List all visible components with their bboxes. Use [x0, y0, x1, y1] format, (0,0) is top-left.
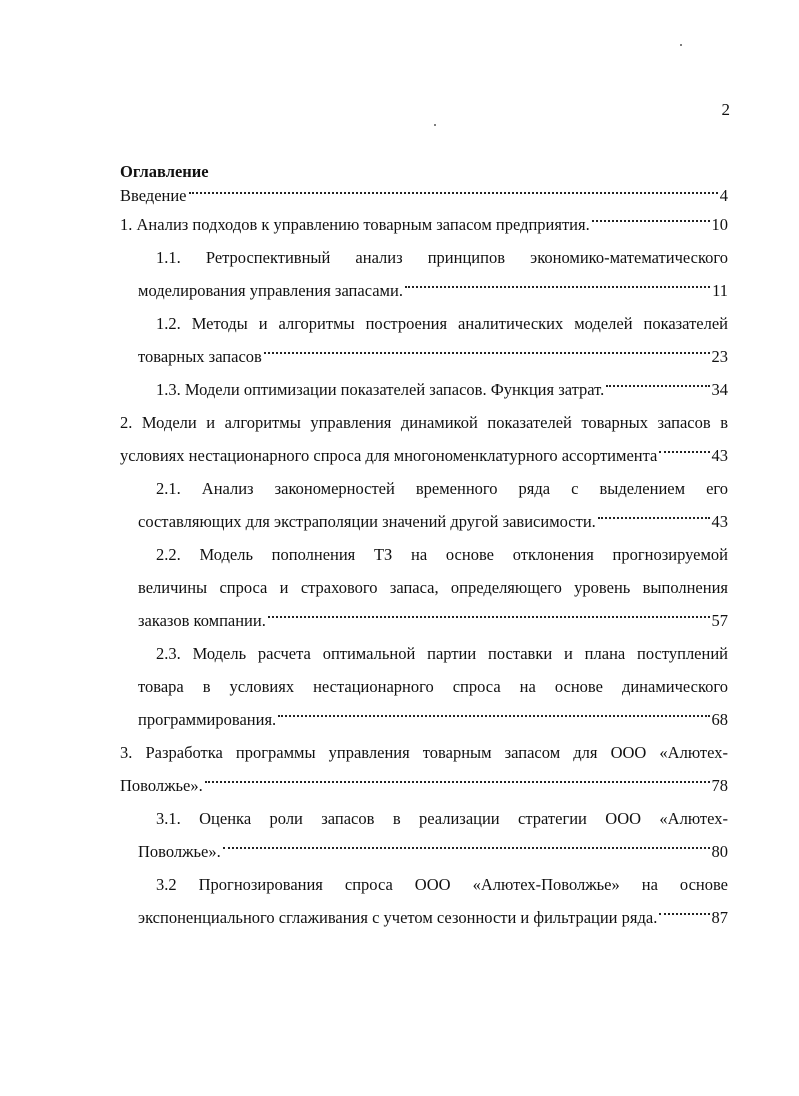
toc-page-number: 87: [711, 908, 728, 927]
toc-entry[interactable]: [120, 736, 728, 802]
dot-leader: [264, 351, 710, 354]
page-number: 2: [721, 100, 730, 119]
toc-entry[interactable]: [120, 208, 728, 241]
toc-entry-line: 2.3. Модель расчета оптимальной партии поставки и плана поступлений: [156, 644, 728, 663]
scan-speck: [680, 44, 682, 46]
toc-entry-text: 1.3. Модели оптимизации показателей запасов. Функция затрат.: [156, 380, 605, 399]
dot-leader: [659, 450, 709, 453]
toc-page-number: 4: [719, 186, 728, 205]
toc-entry-line: 3.2 Прогнозирования спроса ООО «Алютех-Поволжье» на основе: [156, 875, 728, 894]
scan-speck: [434, 124, 436, 126]
dot-leader: [278, 714, 709, 717]
toc-entry[interactable]: [120, 184, 728, 208]
dot-leader: [405, 285, 710, 288]
toc-entry-text: 1. Анализ подходов к управлению товарным запасом предприятия.: [120, 215, 590, 234]
toc-entry-line: [120, 373, 728, 406]
toc-entry-line: 1.2. Методы и алгоритмы построения аналитических моделей показателей: [156, 314, 728, 333]
toc-entry-text: Введение: [120, 186, 187, 205]
toc-entry-line: [120, 274, 728, 307]
toc-entry-text: экспоненциального сглаживания с учетом сезонности и фильтрации ряда.: [138, 908, 658, 927]
toc-entry[interactable]: [120, 307, 728, 373]
toc-entry[interactable]: [120, 538, 728, 637]
dot-leader: [592, 219, 710, 222]
toc-entry-line: [120, 505, 728, 538]
toc-entry-line: 2. Модели и алгоритмы управления динамикой показателей товарных запасов в: [120, 413, 728, 432]
toc-entry-text: составляющих для экстраполяции значений другой зависимости.: [138, 512, 596, 531]
toc-entry[interactable]: [120, 406, 728, 472]
toc-page-number: 43: [711, 446, 728, 465]
toc-entry[interactable]: [120, 373, 728, 406]
toc-title: Оглавление: [120, 162, 209, 181]
toc-entry-line: [120, 340, 728, 373]
dot-leader: [606, 384, 709, 387]
toc-entry-text: условиях нестационарного спроса для многономенклатурного ассортимента: [120, 446, 658, 465]
table-of-contents: [120, 160, 728, 934]
toc-page-number: 68: [711, 710, 728, 729]
toc-entry-line: 3. Разработка программы управления товарным запасом для ООО «Алютех-: [120, 743, 728, 762]
toc-entry-text: Поволжье».: [138, 842, 221, 861]
toc-page-number: 78: [711, 776, 728, 795]
toc-entry[interactable]: [120, 241, 728, 307]
toc-entry-line: 1.1. Ретроспективный анализ принципов экономико-математического: [156, 248, 728, 267]
toc-entries: [120, 184, 728, 934]
toc-entry-line: [120, 184, 728, 208]
toc-entry-line: 3.1. Оценка роли запасов в реализации стратегии ООО «Алютех-: [156, 809, 728, 828]
dot-leader: [659, 912, 709, 915]
toc-entry-line: [120, 901, 728, 934]
toc-entry-line: [120, 835, 728, 868]
toc-entry-line: товара в условиях нестационарного спроса на основе динамического: [138, 677, 728, 696]
dot-leader: [598, 516, 710, 519]
toc-entry-line: величины спроса и страхового запаса, определяющего уровень выполнения: [138, 578, 728, 597]
dot-leader: [205, 780, 710, 783]
toc-entry-line: [120, 439, 728, 472]
toc-entry[interactable]: [120, 637, 728, 736]
toc-entry-line: [120, 604, 728, 637]
dot-leader: [223, 846, 710, 849]
toc-page-number: 11: [712, 281, 728, 300]
toc-page-number: 34: [711, 380, 728, 399]
toc-page-number: 80: [711, 842, 728, 861]
toc-page-number: 43: [711, 512, 728, 531]
toc-entry-line: [120, 208, 728, 241]
toc-page-number: 10: [711, 215, 728, 234]
toc-page-number: 23: [711, 347, 728, 366]
toc-entry[interactable]: [120, 802, 728, 868]
toc-page-number: 57: [711, 611, 728, 630]
toc-entry-line: [120, 769, 728, 802]
toc-entry-line: [120, 703, 728, 736]
dot-leader: [189, 191, 718, 194]
toc-entry[interactable]: [120, 868, 728, 934]
toc-entry-text: товарных запасов: [138, 347, 262, 366]
dot-leader: [268, 615, 710, 618]
toc-entry-text: моделирования управления запасами.: [138, 281, 403, 300]
toc-entry-line: 2.1. Анализ закономерностей временного ряда с выделением его: [156, 479, 728, 498]
toc-entry-line: 2.2. Модель пополнения ТЗ на основе отклонения прогнозируемой: [156, 545, 728, 564]
toc-entry-text: Поволжье».: [120, 776, 203, 795]
toc-entry[interactable]: [120, 472, 728, 538]
toc-entry-text: заказов компании.: [138, 611, 266, 630]
toc-entry-text: программирования.: [138, 710, 277, 729]
